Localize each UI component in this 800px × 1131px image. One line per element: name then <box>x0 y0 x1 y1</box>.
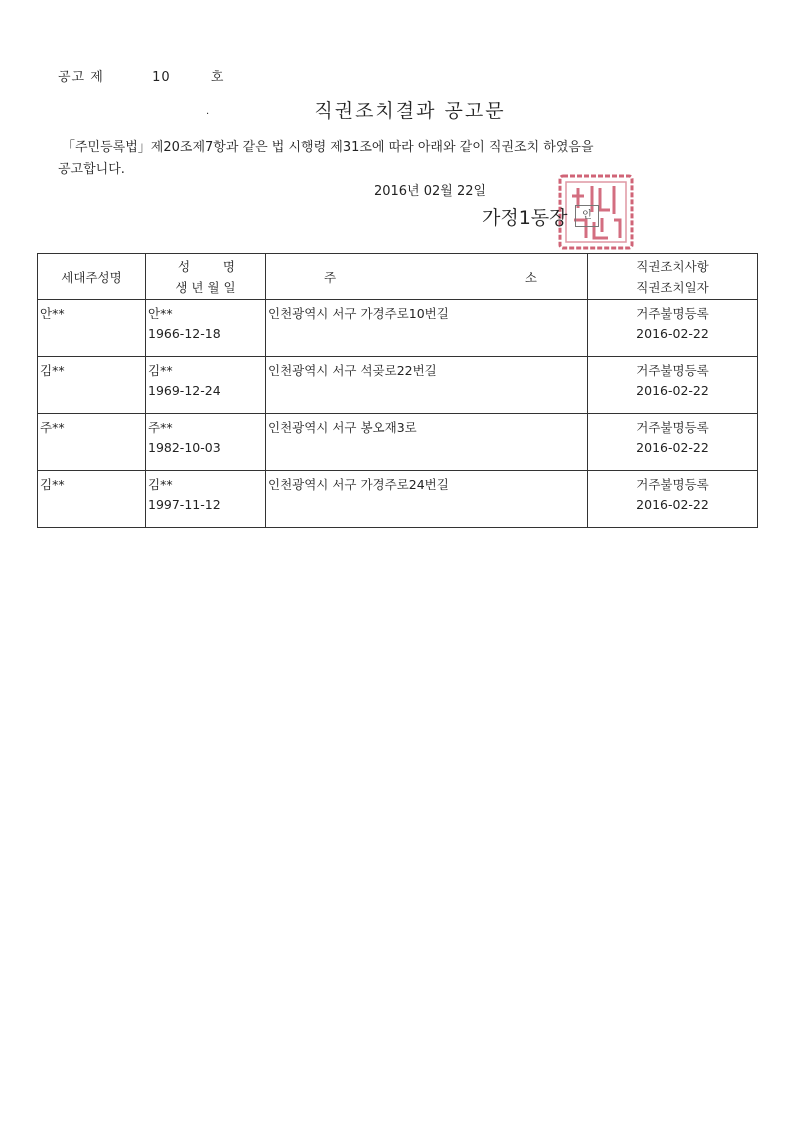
body-line-1: 「주민등록법」제20조제7항과 같은 법 시행령 제31조에 따라 아래와 같이 직권조치 하였음을 <box>62 140 594 155</box>
address-cell: 인천광역시 서구 가경주로24번길 <box>268 477 449 492</box>
address-cell: 인천광역시 서구 석곶로22번길 <box>268 363 437 378</box>
body-line-2: 공고합니다. <box>58 162 125 177</box>
birth-cell: 1969-12-24 <box>148 383 221 398</box>
action-cell: 거주불명등록 <box>636 420 709 435</box>
notice-body <box>58 137 758 181</box>
notice-number: 10 <box>152 70 171 85</box>
table-row <box>38 357 758 414</box>
table-row <box>38 414 758 471</box>
col-address: 주 소 <box>266 254 588 300</box>
action-date-cell: 2016-02-22 <box>636 497 709 512</box>
notice-number-line <box>58 66 224 85</box>
issuer-name: 가정1동장 <box>482 207 568 229</box>
birth-cell: 1997-11-12 <box>148 497 221 512</box>
action-date-cell: 2016-02-22 <box>636 440 709 455</box>
table-header-row <box>38 254 758 300</box>
householder-cell: 김** <box>40 363 65 378</box>
action-date-cell: 2016-02-22 <box>636 326 709 341</box>
table-row <box>38 300 758 357</box>
name-cell: 주** <box>148 420 173 435</box>
notice-prefix: 공고 제 <box>58 70 104 85</box>
action-date-cell: 2016-02-22 <box>636 383 709 398</box>
records-table <box>37 253 758 528</box>
householder-cell: 주** <box>40 420 65 435</box>
page-title: 직권조치결과 공고문 <box>314 100 506 122</box>
householder-cell: 김** <box>40 477 65 492</box>
seal-mark-box: 인 <box>575 205 599 227</box>
stray-dot: . <box>206 106 210 117</box>
col-householder: 세대주성명 <box>38 254 146 300</box>
notice-suffix: 호 <box>210 70 225 85</box>
name-cell: 김** <box>148 477 173 492</box>
birth-cell: 1982-10-03 <box>148 440 221 455</box>
householder-cell: 안** <box>40 306 65 321</box>
action-cell: 거주불명등록 <box>636 363 709 378</box>
address-cell: 인천광역시 서구 봉오재3로 <box>268 420 417 435</box>
col-name-birth: 성 명 생 년 월 일 <box>146 254 266 300</box>
action-cell: 거주불명등록 <box>636 477 709 492</box>
birth-cell: 1966-12-18 <box>148 326 221 341</box>
address-cell: 인천광역시 서구 가경주로10번길 <box>268 306 449 321</box>
notice-date: 2016년 02월 22일 <box>373 184 487 199</box>
name-cell: 김** <box>148 363 173 378</box>
table-row <box>38 471 758 528</box>
name-cell: 안** <box>148 306 173 321</box>
action-cell: 거주불명등록 <box>636 306 709 321</box>
col-action: 직권조치사항 직권조치일자 <box>588 254 758 300</box>
